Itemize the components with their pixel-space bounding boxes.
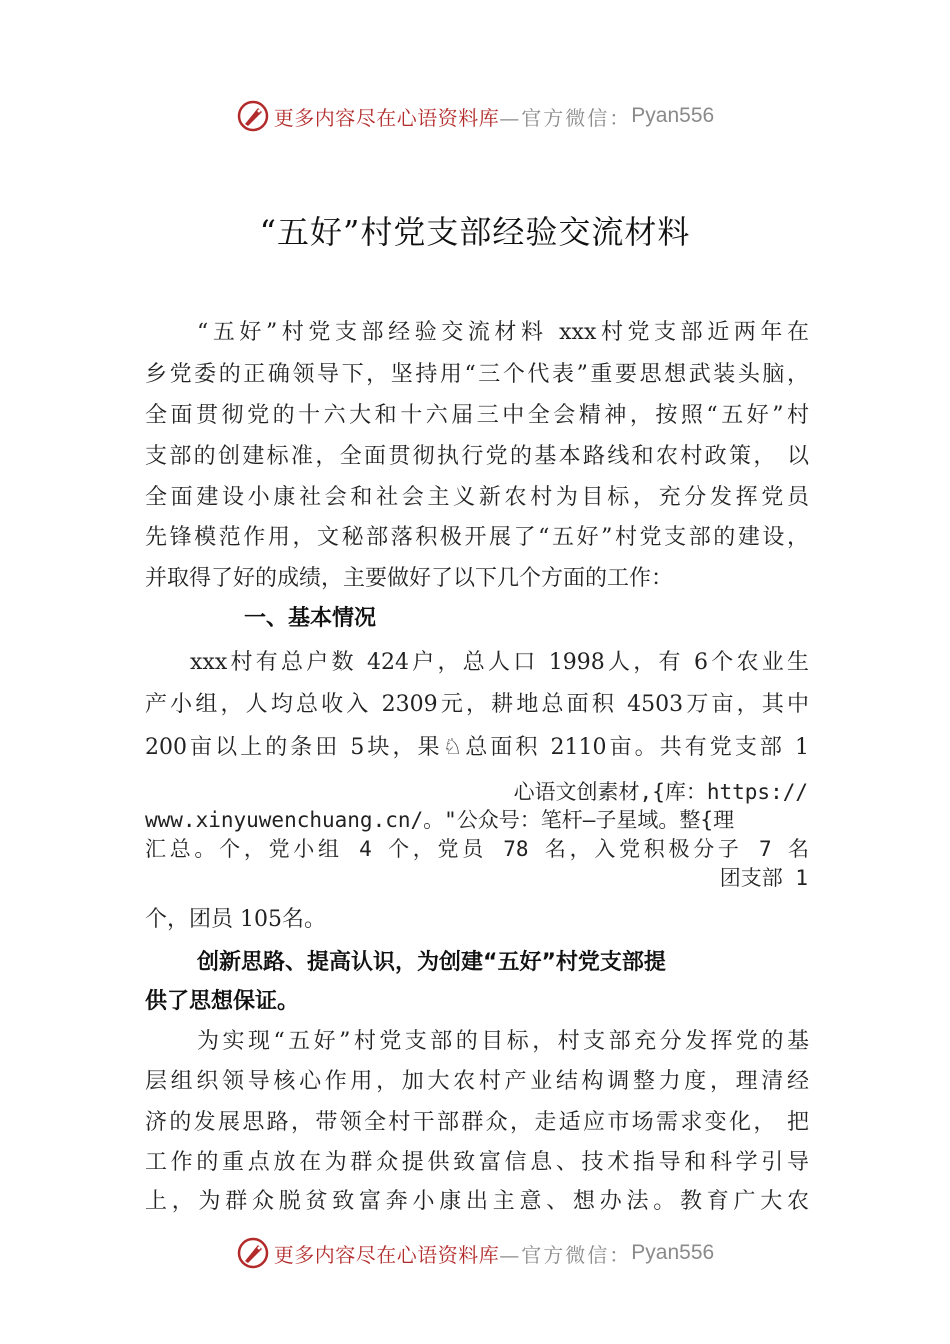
banner-wechat-id: Pyan556: [631, 1241, 715, 1264]
section2-line: 工作的重点放在为群众提供致富信息、技术指导和科学引导: [145, 1150, 809, 1175]
header-banner: [0, 96, 950, 136]
intro-line: 先锋模范作用，文秘部落积极开展了“五好”村党支部的建设，: [145, 525, 809, 550]
section2-line: 为实现“五好”村党支部的目标，村支部充分发挥党的基: [197, 1029, 809, 1054]
banner-gray-text: —官方微信：: [499, 105, 632, 130]
footer-banner: [0, 1233, 950, 1273]
intro-line: 全面贯彻党的十六大和十六届三中全会精神，按照“五好”村: [145, 403, 809, 428]
section2-line: 上，为群众脱贫致富奔小康出主意、想办法。教育广大农: [145, 1189, 809, 1214]
section1-line: 200亩以上的条田 5块，果♘总面积 2110亩。共有党支部 1: [145, 735, 809, 760]
section2-line: 层组织领导核心作用，加大农村产业结构调整力度，理清经: [145, 1069, 809, 1094]
pen-nib-logo-icon: [236, 1236, 270, 1270]
inserted-source-line: 团支部 1: [719, 866, 808, 890]
section-heading-basic: 一、基本情况: [244, 606, 377, 631]
section1-end-line: 个，团员 105名。: [145, 907, 326, 932]
banner-wechat-id: Pyan556: [631, 104, 715, 127]
section-heading-innovation: 创新思路、提高认识，为创建“五好”村党支部提: [197, 950, 666, 975]
inserted-source-line: 汇总。个，党小组 4 个，党员 78 名，入党积极分子 7 名: [145, 837, 809, 861]
intro-line: 全面建设小康社会和社会主义新农村为目标，充分发挥党员: [145, 485, 809, 510]
intro-line: 支部的创建标准，全面贯彻执行党的基本路线和农村政策， 以: [145, 444, 809, 469]
banner-gray-text: —官方微信：: [499, 1242, 632, 1267]
intro-line: 并取得了好的成绩，主要做好了以下几个方面的工作：: [145, 566, 674, 591]
banner-red-text: 更多内容尽在心语资料库: [273, 105, 500, 130]
section1-line: 产小组，人均总收入 2309元，耕地总面积 4503万亩，其中: [145, 692, 809, 717]
section1-line: xxx村有总户数 424户，总人口 1998人，有 6个农业生: [190, 650, 809, 675]
section-heading-innovation-cont: 供了思想保证。: [145, 989, 300, 1014]
intro-line: 乡党委的正确领导下，坚持用“三个代表”重要思想武装头脑，: [145, 362, 809, 387]
pen-nib-logo-icon: [236, 99, 270, 133]
section2-line: 济的发展思路，带领全村干部群众，走适应市场需求变化， 把: [145, 1110, 809, 1135]
inserted-source-line: 心语文创素材,{库：https://: [513, 780, 808, 804]
banner-red-text: 更多内容尽在心语资料库: [273, 1242, 500, 1267]
intro-line: “五好”村党支部经验交流材料 xxx村党支部近两年在: [197, 320, 809, 345]
inserted-source-line: www.xinyuwenchuang.cn/。"公众号：笔杆—子星域。整{理: [145, 808, 735, 832]
document-title: “五好”村党支部经验交流材料: [259, 213, 691, 251]
